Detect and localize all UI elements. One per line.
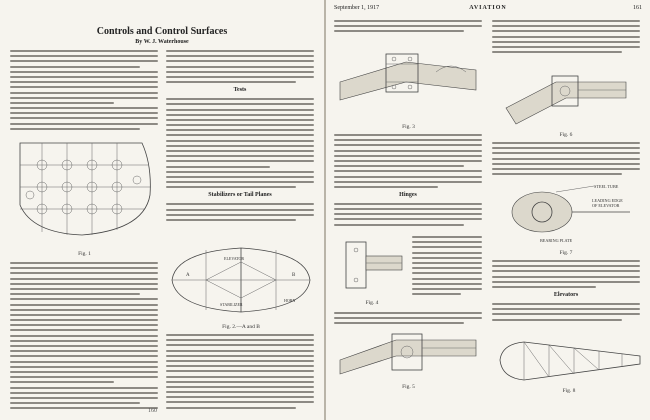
fig2-caption: Fig. 2.—A and B	[222, 324, 260, 330]
fig5-hinge-drawing	[336, 330, 481, 380]
right-page	[326, 0, 650, 420]
article-byline: By W. J. Waterhouse	[135, 39, 189, 45]
fig2-label-stabilizer: STABILIZER	[220, 302, 243, 307]
right-page-right-column-middle-text	[492, 142, 640, 178]
section-heading-stabilizers: Stabilizers or Tail Planes	[208, 192, 272, 199]
fig6-caption: Fig. 6	[559, 132, 573, 138]
fig8-elevator-rib-drawing	[494, 336, 644, 386]
fig7-leading-edge-drawing	[496, 182, 636, 248]
right-column-lower-text	[166, 334, 314, 412]
right-page-right-column-lower-text	[492, 260, 640, 324]
fig7-label-of-elevator: OF ELEVATOR	[592, 203, 620, 208]
fig8-caption: Fig. 8	[562, 388, 576, 394]
section-heading-elevators: Elevators	[553, 291, 579, 298]
left-page-number: 160	[148, 408, 157, 414]
fig7-caption: Fig. 7	[559, 250, 573, 256]
fig2-label-a: A	[186, 273, 190, 278]
fig3-caption: Fig. 3	[402, 124, 415, 130]
section-heading-hinges: Hinges	[399, 191, 417, 198]
right-page-right-column-top-text	[492, 20, 640, 56]
fig4-wrap-text	[412, 236, 482, 298]
header-date: September 1, 1917	[334, 5, 380, 11]
fig2-label-horn: HORN	[284, 298, 296, 303]
fig7-label-steel-tube: STEEL TUBE	[594, 184, 619, 189]
right-page-left-column-top-text	[334, 20, 482, 36]
right-column-upper-text	[166, 50, 314, 224]
fig2-label-b: B	[292, 273, 296, 278]
fig4-caption: Fig. 4	[365, 300, 379, 306]
fig5-caption: Fig. 5	[402, 384, 415, 390]
article-title: Controls and Control Surfaces	[96, 26, 228, 37]
fig1-tail-plane-drawing	[12, 135, 157, 245]
fig4-hinge-drawing	[336, 236, 408, 296]
section-heading-tests: Tests	[233, 87, 247, 94]
fig2-stabilizer-elevator-drawing	[166, 240, 316, 320]
right-page-left-column-middle-text	[334, 134, 482, 229]
fig1-caption: Fig. 1	[78, 251, 91, 257]
left-column-intro-text	[10, 50, 158, 133]
header-journal: AVIATION	[469, 5, 507, 11]
fig3-hinge-drawing	[336, 42, 481, 122]
header-page-number: 161	[633, 5, 642, 11]
fig7-label-bearing-plate: BEARING PLATE	[540, 238, 573, 243]
left-page	[0, 0, 324, 420]
left-column-lower-text	[10, 262, 158, 412]
fig7-label-leading-edge: LEADING EDGE	[592, 198, 623, 203]
running-header	[334, 5, 642, 15]
fig4-following-text	[334, 312, 482, 328]
fig2-label-elevator: ELEVATOR	[224, 256, 245, 261]
fig6-elevator-fitting-drawing	[496, 68, 636, 130]
